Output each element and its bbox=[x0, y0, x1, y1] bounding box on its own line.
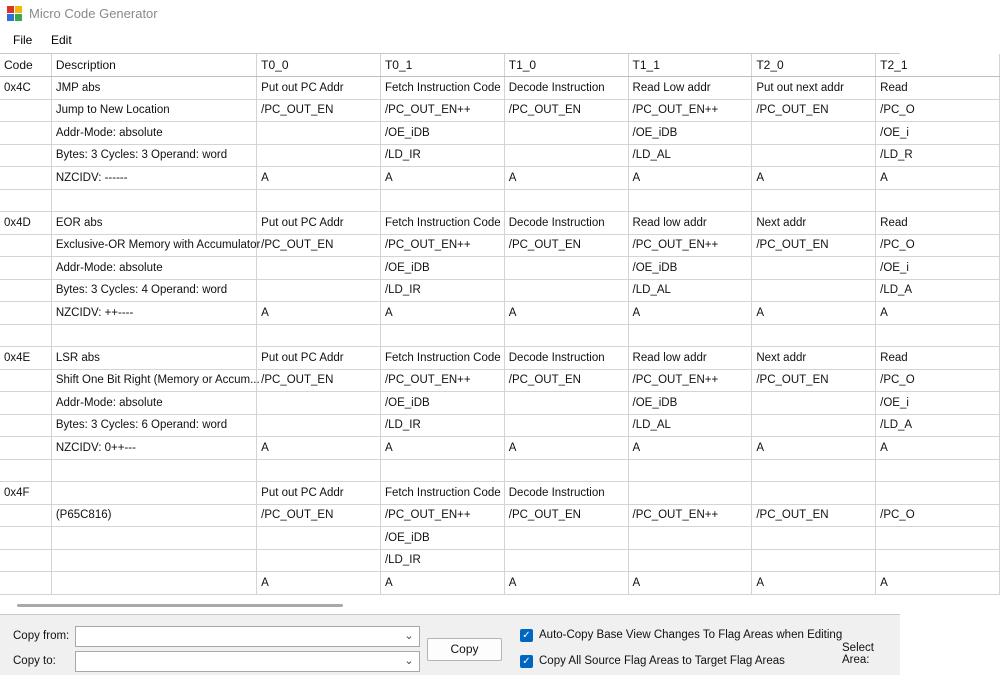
grid-cell[interactable]: /PC_OUT_EN++ bbox=[380, 504, 504, 527]
grid-cell[interactable]: /PC_OUT_EN bbox=[257, 504, 381, 527]
grid-cell[interactable]: Next addr bbox=[752, 212, 876, 235]
grid-cell[interactable] bbox=[0, 257, 51, 280]
select-area-label: Select Area: bbox=[842, 642, 874, 666]
grid-cell[interactable]: Put out next addr bbox=[752, 77, 876, 100]
grid-cell[interactable] bbox=[504, 459, 628, 482]
grid-cell[interactable]: /PC_O bbox=[876, 369, 1000, 392]
checkmark-icon: ✓ bbox=[522, 656, 531, 667]
grid-cell[interactable]: /LD_IR bbox=[380, 144, 504, 167]
grid-cell[interactable] bbox=[628, 459, 752, 482]
grid-cell[interactable]: Put out PC Addr bbox=[257, 347, 381, 370]
title-bar bbox=[0, 0, 900, 28]
table-row bbox=[0, 167, 1000, 190]
grid-cell[interactable]: /PC_OUT_EN bbox=[504, 234, 628, 257]
grid-cell[interactable]: Fetch Instruction Code bbox=[380, 212, 504, 235]
grid-cell[interactable]: Decode Instruction bbox=[504, 212, 628, 235]
window-title: Micro Code Generator bbox=[29, 6, 158, 21]
column-header[interactable]: Code bbox=[0, 54, 51, 77]
grid-cell[interactable] bbox=[0, 122, 51, 145]
grid-cell[interactable] bbox=[380, 459, 504, 482]
table-row bbox=[0, 99, 1000, 122]
grid-cell[interactable] bbox=[876, 324, 1000, 347]
grid-cell[interactable]: A bbox=[628, 302, 752, 325]
table-row bbox=[0, 392, 1000, 415]
grid-cell[interactable] bbox=[0, 99, 51, 122]
grid-cell[interactable] bbox=[752, 459, 876, 482]
column-header[interactable]: T1_0 bbox=[504, 54, 628, 77]
grid-cell[interactable] bbox=[504, 324, 628, 347]
grid-cell[interactable] bbox=[504, 257, 628, 280]
auto-copy-label: Auto-Copy Base View Changes To Flag Areas when Editing bbox=[539, 629, 843, 641]
grid-cell[interactable]: A bbox=[257, 572, 381, 595]
grid-cell[interactable] bbox=[628, 324, 752, 347]
grid-cell[interactable] bbox=[752, 527, 876, 550]
copy-to-select[interactable] bbox=[75, 651, 420, 672]
table-row bbox=[0, 527, 1000, 550]
grid-cell[interactable] bbox=[0, 392, 51, 415]
grid-cell[interactable]: 0x4E bbox=[0, 347, 51, 370]
grid-cell[interactable]: Addr-Mode: absolute bbox=[51, 257, 256, 280]
grid-cell[interactable] bbox=[876, 549, 1000, 572]
grid-cell[interactable] bbox=[0, 414, 51, 437]
grid-cell[interactable]: /OE_i bbox=[876, 257, 1000, 280]
grid-cell[interactable]: Decode Instruction bbox=[504, 77, 628, 100]
grid-cell[interactable]: A bbox=[752, 302, 876, 325]
table-row bbox=[0, 437, 1000, 460]
grid-cell[interactable]: /LD_IR bbox=[380, 414, 504, 437]
grid-cell[interactable]: /PC_OUT_EN++ bbox=[628, 369, 752, 392]
grid-cell[interactable]: A bbox=[380, 167, 504, 190]
grid-cell[interactable]: A bbox=[876, 167, 1000, 190]
chevron-down-icon: ⌄ bbox=[404, 630, 414, 642]
grid-cell[interactable]: /LD_IR bbox=[380, 549, 504, 572]
grid-cell[interactable]: /PC_OUT_EN bbox=[752, 234, 876, 257]
grid-cell[interactable]: /OE_iDB bbox=[628, 392, 752, 415]
grid-cell[interactable] bbox=[257, 189, 381, 212]
grid-cell[interactable]: Put out PC Addr bbox=[257, 77, 381, 100]
grid-cell[interactable]: 0x4D bbox=[0, 212, 51, 235]
grid-cell[interactable]: /PC_OUT_EN bbox=[752, 99, 876, 122]
grid-cell[interactable] bbox=[0, 144, 51, 167]
copy-panel bbox=[0, 615, 900, 675]
grid-cell[interactable]: NZCIDV: ++---- bbox=[51, 302, 256, 325]
grid-cell[interactable] bbox=[504, 392, 628, 415]
grid-cell[interactable] bbox=[752, 279, 876, 302]
grid-cell[interactable]: A bbox=[380, 437, 504, 460]
grid-cell[interactable] bbox=[0, 279, 51, 302]
grid-cell[interactable]: /OE_iDB bbox=[380, 122, 504, 145]
grid-cell[interactable] bbox=[504, 279, 628, 302]
table-row bbox=[0, 234, 1000, 257]
grid-cell[interactable]: Read bbox=[876, 212, 1000, 235]
grid-cell[interactable]: Fetch Instruction Code bbox=[380, 77, 504, 100]
grid-cell[interactable] bbox=[752, 257, 876, 280]
grid-cell[interactable]: A bbox=[876, 437, 1000, 460]
grid-cell[interactable]: Exclusive-OR Memory with Accumulator bbox=[51, 234, 256, 257]
grid-cell[interactable]: Fetch Instruction Code bbox=[380, 482, 504, 505]
grid-cell[interactable] bbox=[752, 549, 876, 572]
header-row bbox=[0, 54, 1000, 77]
grid-cell[interactable] bbox=[51, 572, 256, 595]
grid-cell[interactable]: Read low addr bbox=[628, 347, 752, 370]
grid-cell[interactable]: Next addr bbox=[752, 347, 876, 370]
grid-cell[interactable]: /OE_i bbox=[876, 392, 1000, 415]
grid-cell[interactable] bbox=[0, 437, 51, 460]
grid-cell[interactable]: A bbox=[504, 572, 628, 595]
table-row bbox=[0, 549, 1000, 572]
grid-cell[interactable]: /PC_OUT_EN++ bbox=[628, 99, 752, 122]
grid-cell[interactable]: /OE_iDB bbox=[380, 257, 504, 280]
grid-cell[interactable] bbox=[257, 279, 381, 302]
grid-cell[interactable] bbox=[257, 414, 381, 437]
grid-cell[interactable] bbox=[752, 482, 876, 505]
grid-cell[interactable]: /LD_A bbox=[876, 414, 1000, 437]
grid-cell[interactable]: Shift One Bit Right (Memory or Accum... bbox=[51, 369, 256, 392]
grid-cell[interactable]: Jump to New Location bbox=[51, 99, 256, 122]
grid-cell[interactable] bbox=[504, 527, 628, 550]
grid-cell[interactable]: Put out PC Addr bbox=[257, 212, 381, 235]
grid-cell[interactable] bbox=[504, 189, 628, 212]
grid-cell[interactable]: /LD_AL bbox=[628, 144, 752, 167]
grid-cell[interactable]: Put out PC Addr bbox=[257, 482, 381, 505]
table-row bbox=[0, 347, 1000, 370]
grid-cell[interactable] bbox=[628, 527, 752, 550]
grid-cell[interactable] bbox=[628, 189, 752, 212]
grid-cell[interactable]: Bytes: 3 Cycles: 3 Operand: word bbox=[51, 144, 256, 167]
scrollbar-thumb[interactable] bbox=[17, 604, 343, 607]
grid-cell[interactable]: /OE_iDB bbox=[628, 257, 752, 280]
menu-edit[interactable]: Edit bbox=[51, 33, 72, 47]
chevron-down-icon: ⌄ bbox=[404, 655, 414, 667]
grid-cell[interactable]: EOR abs bbox=[51, 212, 256, 235]
grid-cell[interactable]: /PC_OUT_EN bbox=[504, 504, 628, 527]
grid-cell[interactable]: /PC_O bbox=[876, 234, 1000, 257]
grid-cell[interactable]: Addr-Mode: absolute bbox=[51, 392, 256, 415]
grid-cell[interactable]: /PC_OUT_EN++ bbox=[628, 504, 752, 527]
grid-cell[interactable]: A bbox=[257, 437, 381, 460]
grid-cell[interactable] bbox=[628, 549, 752, 572]
copy-from-label: Copy from: bbox=[13, 630, 70, 642]
table-row bbox=[0, 279, 1000, 302]
grid-cell[interactable] bbox=[0, 324, 51, 347]
table-row bbox=[0, 212, 1000, 235]
grid-cell[interactable]: NZCIDV: 0++--- bbox=[51, 437, 256, 460]
grid-cell[interactable] bbox=[504, 549, 628, 572]
copy-all-label: Copy All Source Flag Areas to Target Flag Areas bbox=[539, 655, 785, 667]
grid-cell[interactable] bbox=[380, 324, 504, 347]
column-header[interactable]: T2_0 bbox=[752, 54, 876, 77]
grid-cell[interactable]: A bbox=[628, 167, 752, 190]
grid-cell[interactable]: /OE_iDB bbox=[628, 122, 752, 145]
table-row bbox=[0, 189, 1000, 212]
column-header[interactable]: T1_1 bbox=[628, 54, 752, 77]
grid-cell[interactable]: /PC_OUT_EN++ bbox=[380, 234, 504, 257]
grid-cell[interactable]: A bbox=[504, 302, 628, 325]
grid-cell[interactable] bbox=[504, 414, 628, 437]
grid-cell[interactable] bbox=[257, 527, 381, 550]
grid-cell[interactable]: /PC_OUT_EN bbox=[504, 369, 628, 392]
grid-cell[interactable] bbox=[752, 144, 876, 167]
copy-all-checkbox[interactable] bbox=[520, 655, 533, 668]
column-header[interactable]: T2_1 bbox=[876, 54, 1000, 77]
grid-cell[interactable] bbox=[752, 324, 876, 347]
grid-cell[interactable]: (P65C816) bbox=[51, 504, 256, 527]
grid-cell[interactable]: A bbox=[752, 437, 876, 460]
grid-cell[interactable]: /PC_O bbox=[876, 99, 1000, 122]
table-row bbox=[0, 482, 1000, 505]
table-row bbox=[0, 414, 1000, 437]
grid-cell[interactable]: Read bbox=[876, 77, 1000, 100]
grid-cell[interactable] bbox=[752, 414, 876, 437]
grid-cell[interactable]: Bytes: 3 Cycles: 4 Operand: word bbox=[51, 279, 256, 302]
grid-cell[interactable]: A bbox=[504, 167, 628, 190]
grid-cell[interactable] bbox=[257, 122, 381, 145]
grid-cell[interactable] bbox=[380, 189, 504, 212]
grid-cell[interactable]: /PC_OUT_EN bbox=[752, 504, 876, 527]
grid-cell[interactable] bbox=[876, 482, 1000, 505]
grid-cell[interactable]: NZCIDV: ------ bbox=[51, 167, 256, 190]
grid-cell[interactable] bbox=[0, 302, 51, 325]
grid-cell[interactable] bbox=[504, 144, 628, 167]
grid-cell[interactable]: A bbox=[876, 572, 1000, 595]
grid-cell[interactable]: A bbox=[380, 572, 504, 595]
grid-cell[interactable]: Bytes: 3 Cycles: 6 Operand: word bbox=[51, 414, 256, 437]
column-header[interactable]: T0_0 bbox=[257, 54, 381, 77]
grid-cell[interactable]: A bbox=[380, 302, 504, 325]
grid-cell[interactable] bbox=[876, 459, 1000, 482]
grid-cell[interactable] bbox=[257, 392, 381, 415]
grid-cell[interactable] bbox=[257, 459, 381, 482]
grid-cell[interactable]: Decode Instruction bbox=[504, 347, 628, 370]
grid-cell[interactable] bbox=[876, 189, 1000, 212]
grid-cell[interactable]: A bbox=[876, 302, 1000, 325]
grid-cell[interactable]: /LD_AL bbox=[628, 279, 752, 302]
grid-cell[interactable]: Fetch Instruction Code bbox=[380, 347, 504, 370]
grid-cell[interactable]: /OE_iDB bbox=[380, 527, 504, 550]
grid-cell[interactable] bbox=[0, 234, 51, 257]
grid-cell[interactable]: Read Low addr bbox=[628, 77, 752, 100]
grid-cell[interactable] bbox=[51, 189, 256, 212]
microcode-grid[interactable] bbox=[0, 53, 915, 615]
grid-cell[interactable]: Read low addr bbox=[628, 212, 752, 235]
column-header[interactable]: T0_1 bbox=[380, 54, 504, 77]
grid-cell[interactable] bbox=[51, 527, 256, 550]
grid-cell[interactable]: /OE_iDB bbox=[380, 392, 504, 415]
grid-cell[interactable]: /OE_i bbox=[876, 122, 1000, 145]
grid-cell[interactable]: A bbox=[628, 437, 752, 460]
grid-cell[interactable]: A bbox=[752, 167, 876, 190]
grid-cell[interactable]: A bbox=[504, 437, 628, 460]
menu-file[interactable]: File bbox=[13, 33, 33, 47]
grid-cell[interactable] bbox=[257, 324, 381, 347]
grid-cell[interactable]: 0x4C bbox=[0, 77, 51, 100]
grid-cell[interactable] bbox=[504, 122, 628, 145]
table-row bbox=[0, 257, 1000, 280]
grid-cell[interactable] bbox=[0, 167, 51, 190]
grid-cell[interactable]: /LD_IR bbox=[380, 279, 504, 302]
grid-cell[interactable]: /PC_OUT_EN bbox=[752, 369, 876, 392]
grid-cell[interactable] bbox=[257, 257, 381, 280]
grid-cell[interactable] bbox=[51, 459, 256, 482]
grid-cell[interactable] bbox=[752, 122, 876, 145]
grid-cell[interactable] bbox=[51, 549, 256, 572]
grid-cell[interactable] bbox=[0, 459, 51, 482]
horizontal-scrollbar[interactable] bbox=[0, 597, 900, 614]
column-header[interactable]: Description bbox=[51, 54, 256, 77]
grid-cell[interactable]: /LD_R bbox=[876, 144, 1000, 167]
grid-cell[interactable]: A bbox=[257, 167, 381, 190]
grid-cell[interactable] bbox=[0, 504, 51, 527]
grid-cell[interactable] bbox=[876, 527, 1000, 550]
grid-cell[interactable] bbox=[257, 549, 381, 572]
grid-cell[interactable]: /PC_OUT_EN++ bbox=[380, 99, 504, 122]
copy-to-label: Copy to: bbox=[13, 655, 56, 667]
grid-cell[interactable]: /LD_AL bbox=[628, 414, 752, 437]
grid-cell[interactable]: LSR abs bbox=[51, 347, 256, 370]
copy-button[interactable]: Copy bbox=[427, 638, 502, 661]
table-row bbox=[0, 302, 1000, 325]
table-row bbox=[0, 324, 1000, 347]
grid-cell[interactable]: /LD_A bbox=[876, 279, 1000, 302]
grid-cell[interactable] bbox=[0, 549, 51, 572]
grid-cell[interactable] bbox=[51, 324, 256, 347]
app-icon bbox=[7, 6, 23, 22]
table-row bbox=[0, 122, 1000, 145]
grid-cell[interactable] bbox=[0, 369, 51, 392]
grid-cell[interactable] bbox=[51, 482, 256, 505]
grid-cell[interactable]: 0x4F bbox=[0, 482, 51, 505]
grid-cell[interactable]: A bbox=[752, 572, 876, 595]
microcode-table bbox=[0, 54, 1000, 595]
grid-cell[interactable]: JMP abs bbox=[51, 77, 256, 100]
grid-cell[interactable] bbox=[752, 189, 876, 212]
grid-cell[interactable] bbox=[0, 572, 51, 595]
table-row bbox=[0, 459, 1000, 482]
table-row bbox=[0, 144, 1000, 167]
table-row bbox=[0, 572, 1000, 595]
auto-copy-checkbox[interactable] bbox=[520, 629, 533, 642]
grid-cell[interactable]: /PC_OUT_EN++ bbox=[628, 234, 752, 257]
copy-from-select[interactable] bbox=[75, 626, 420, 647]
menu-bar bbox=[0, 29, 900, 51]
grid-cell[interactable]: A bbox=[257, 302, 381, 325]
grid-cell[interactable] bbox=[628, 482, 752, 505]
table-row bbox=[0, 77, 1000, 100]
grid-cell[interactable]: Decode Instruction bbox=[504, 482, 628, 505]
grid-cell[interactable] bbox=[0, 527, 51, 550]
grid-cell[interactable]: /PC_OUT_EN bbox=[257, 99, 381, 122]
grid-cell[interactable]: /PC_O bbox=[876, 504, 1000, 527]
grid-cell[interactable] bbox=[752, 392, 876, 415]
grid-cell[interactable]: /PC_OUT_EN bbox=[257, 369, 381, 392]
grid-cell[interactable] bbox=[0, 189, 51, 212]
grid-cell[interactable]: Addr-Mode: absolute bbox=[51, 122, 256, 145]
grid-cell[interactable]: A bbox=[628, 572, 752, 595]
table-row bbox=[0, 369, 1000, 392]
checkmark-icon: ✓ bbox=[522, 630, 531, 641]
table-row bbox=[0, 504, 1000, 527]
grid-cell[interactable]: /PC_OUT_EN bbox=[504, 99, 628, 122]
grid-cell[interactable]: Read bbox=[876, 347, 1000, 370]
grid-cell[interactable]: /PC_OUT_EN bbox=[257, 234, 381, 257]
grid-cell[interactable]: /PC_OUT_EN++ bbox=[380, 369, 504, 392]
grid-cell[interactable] bbox=[257, 144, 381, 167]
